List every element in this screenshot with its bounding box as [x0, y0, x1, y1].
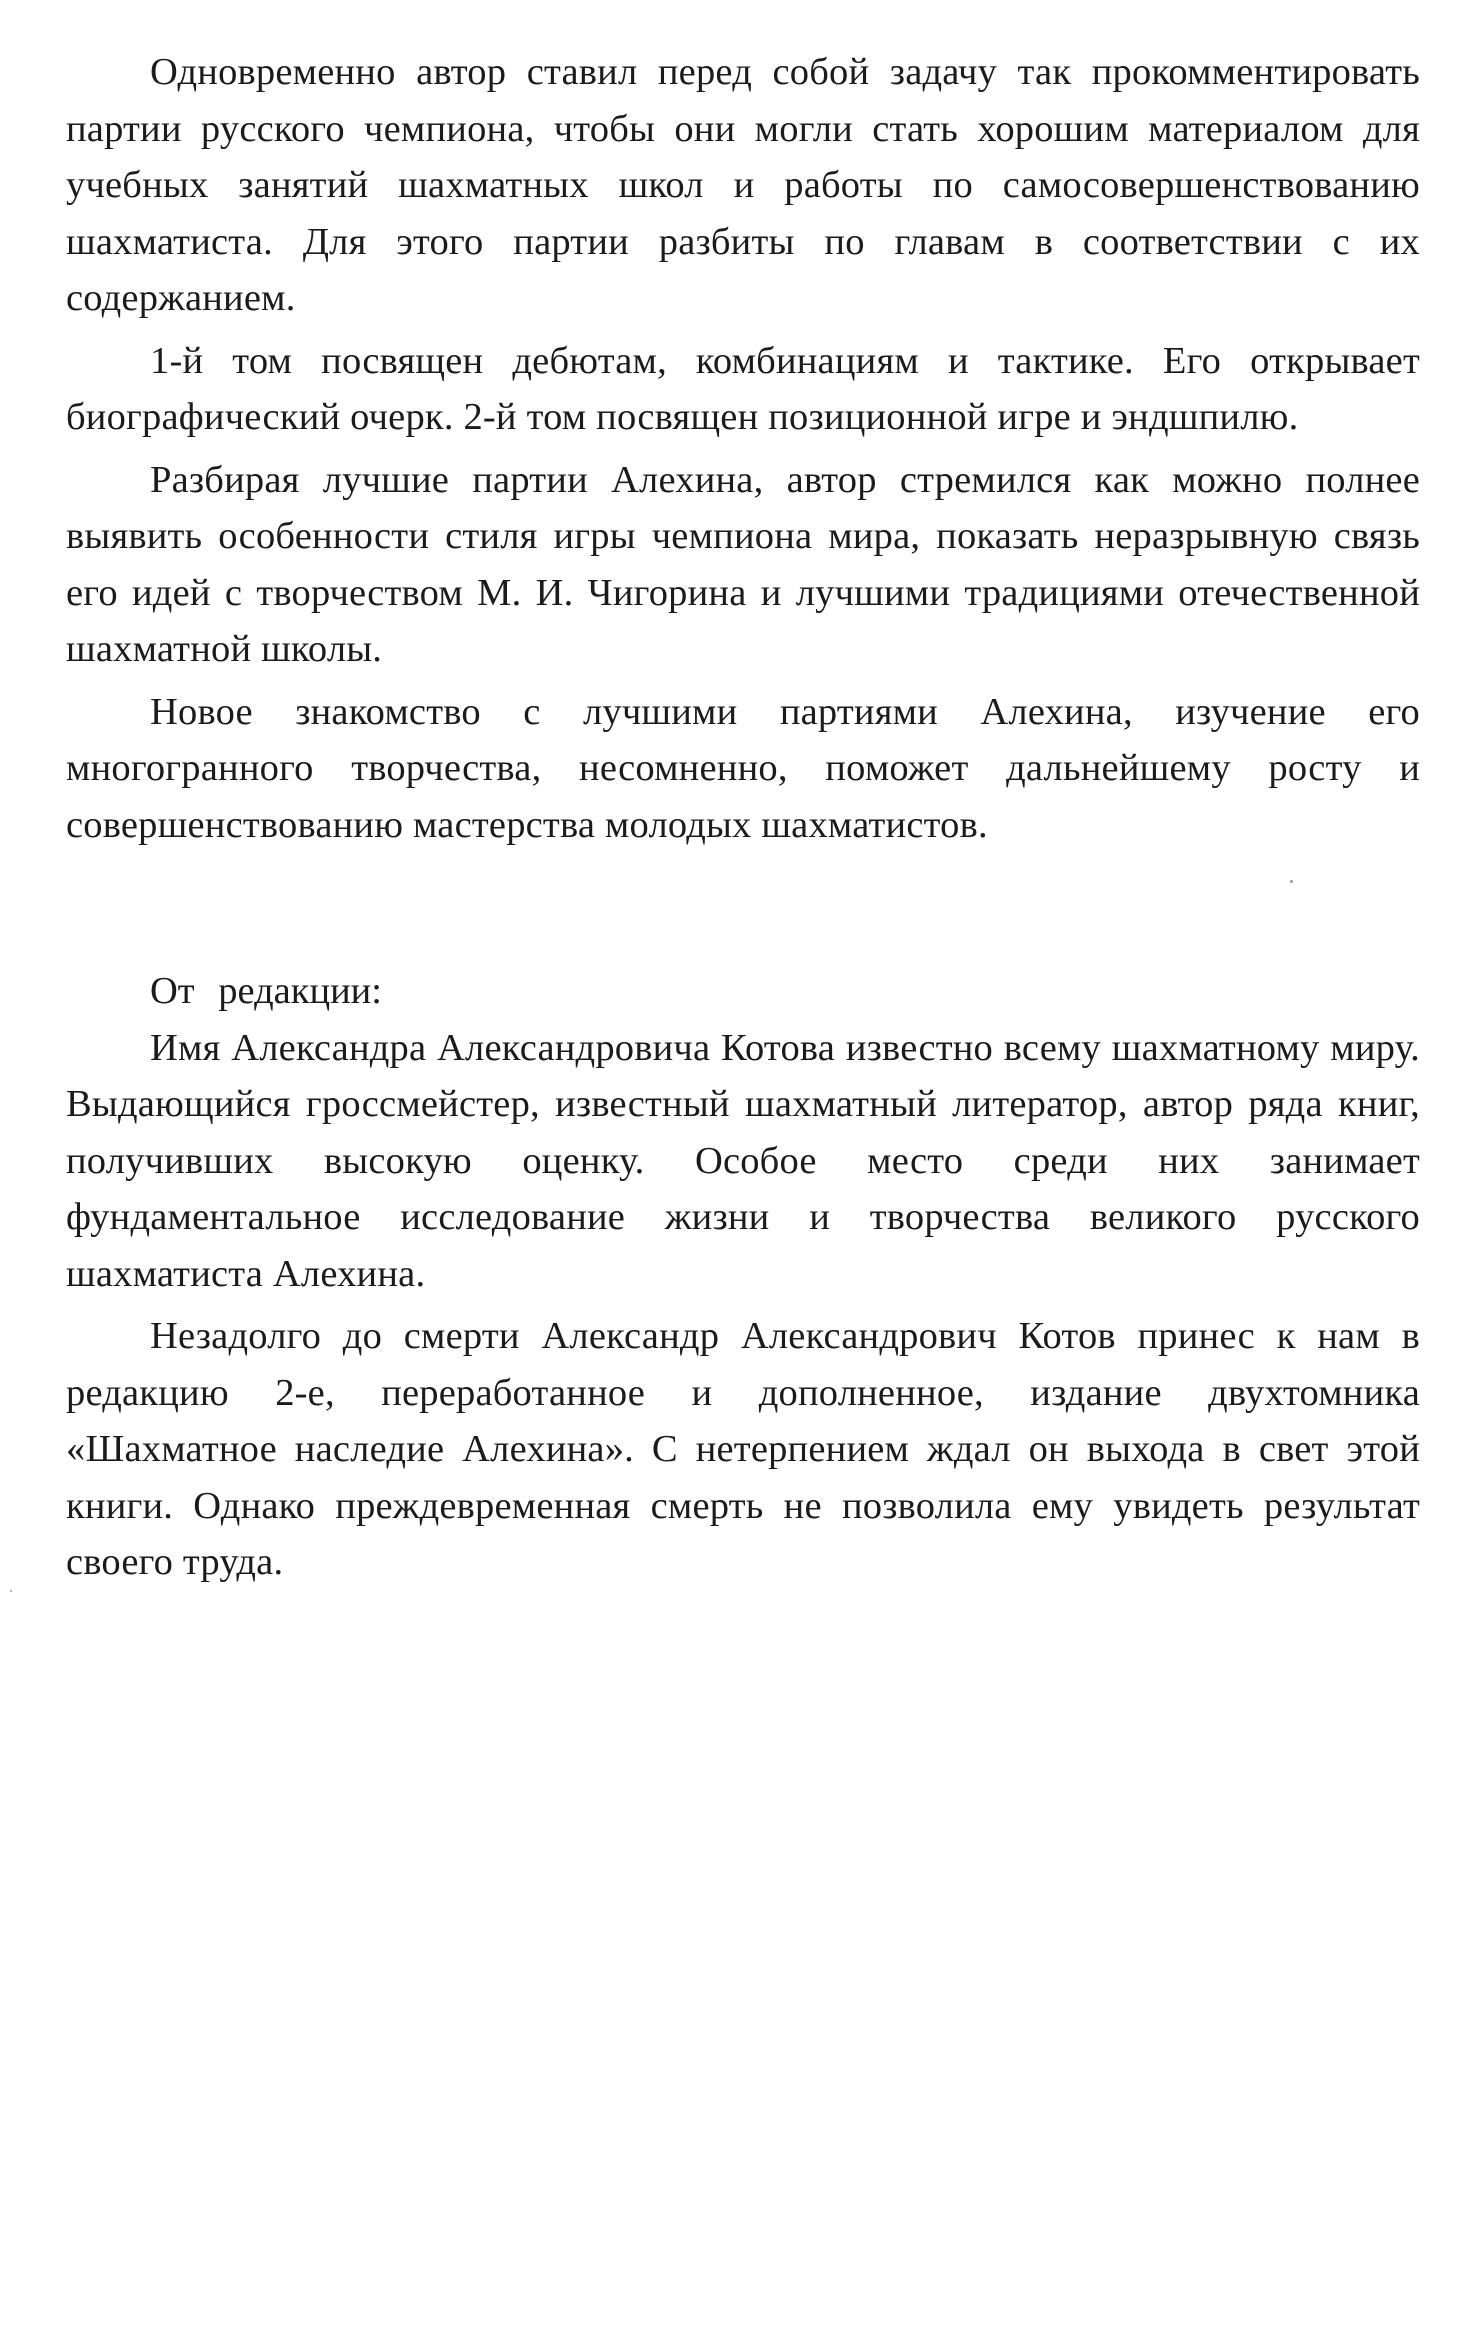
preface-paragraph-4: Новое знакомство с лучшими партиями Алехина, изучение его многогранного творчества, несомненно, поможет дальнейшему росту и совершенствованию мастерства молодых шахматистов. — [66, 690, 1420, 846]
scan-speck — [1290, 880, 1293, 883]
preface-paragraph-1: Одновременно автор ставил перед собой задачу так прокомментировать партии русского чемпиона, чтобы они могли стать хорошим материалом для учебных занятий шахматных школ и работы по самосовершенствованию шахматиста. Для этого партии разбиты по главам в соответствии с их содержанием. — [66, 51, 1420, 319]
editorial-heading: От редакции: — [150, 970, 382, 1012]
preface-paragraph-2: 1-й том посвящен дебютам, комбинациям и тактике. Его открывает биографический очерк. 2-й том посвящен позиционной игре и эндшпилю. — [66, 339, 1420, 438]
preface-paragraph-3: Разбирая лучшие партии Алехина, автор стремился как можно полнее выявить особенности стиля игры чемпиона мира, показать неразрывную связь его идей с творчеством М. И. Чигорина и лучшими традициями отечественной шахматной школы. — [66, 458, 1420, 670]
editorial-paragraph-2: Незадолго до смерти Александр Александрович Котов принес к нам в редакцию 2-е, переработанное и дополненное, издание двухтомника «Шахматное наследие Алехина». С нетерпением ждал он выхода в свет этой книги. Однако преждевременная смерть не позволила ему увидеть результат своего труда. — [66, 1315, 1420, 1583]
document-page — [66, 44, 1420, 1591]
scan-speck — [10, 1590, 12, 1592]
section-gap — [66, 853, 1420, 963]
editorial-paragraph-1: Имя Александра Александровича Котова известно всему шахматному миру. Выдающийся гроссмейстер, известный шахматный литератор, автор ряда книг, получивших высокую оценку. Особое место среди них занимает фундаментальное исследование жизни и творчества великого русского шахматиста Алехина. — [66, 1026, 1420, 1295]
